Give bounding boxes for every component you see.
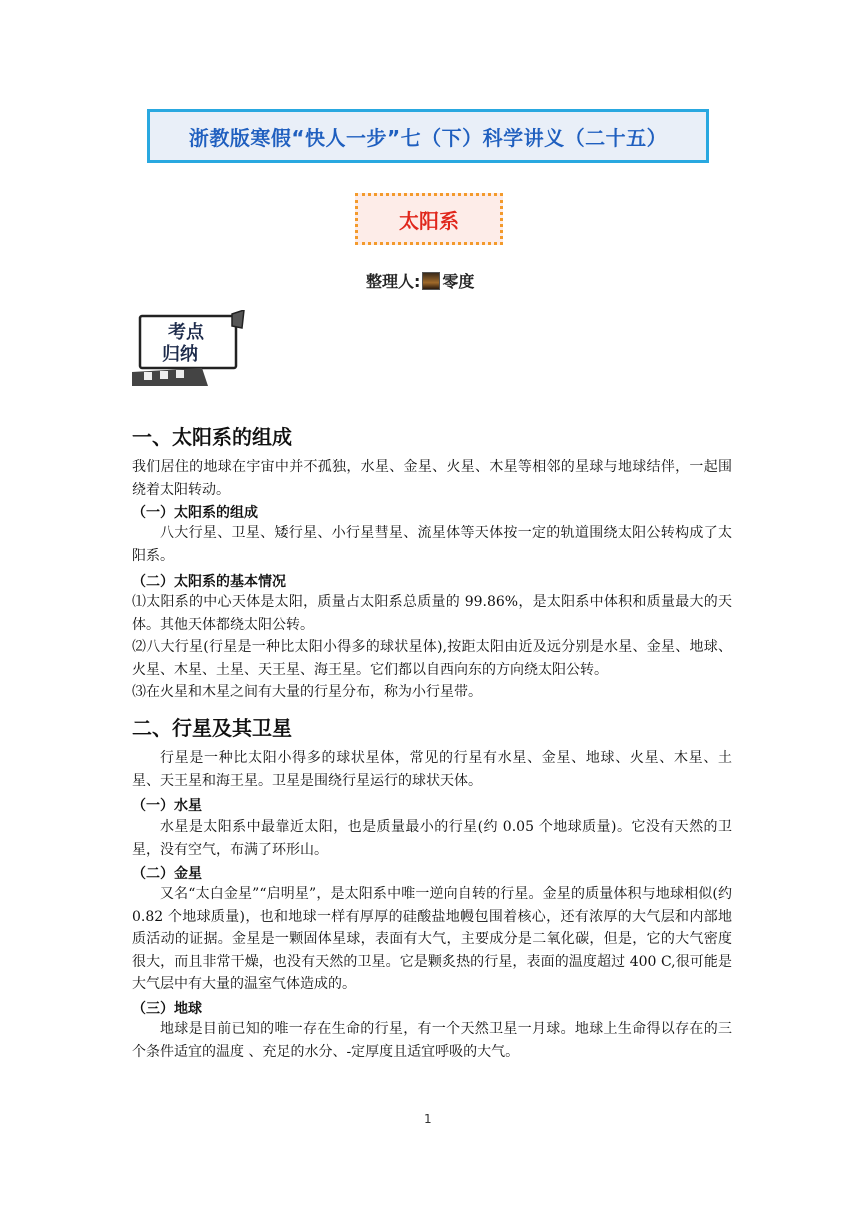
author-prefix: 整理人: (366, 272, 421, 291)
section-1-sub1-text: 八大行星、卫星、矮行星、小行星彗星、流星体等天体按一定的轨道围绕太阳公转构成了太阳系。 (132, 525, 732, 564)
section-2-sub2-heading: （二）金星 (132, 866, 202, 882)
key-points-badge-icon (132, 310, 246, 386)
page-number: 1 (424, 1112, 432, 1126)
section-1-intro: 我们居住的地球在宇宙中并不孤独，水星、金星、火星、木星等相邻的星球与地球结伴，一起围绕着太阳转动。 (132, 459, 732, 498)
section-1-heading: 一、太阳系的组成 (132, 425, 292, 449)
section-2-sub2-text: 又名“太白金星”“启明星”，是太阳系中唯一逆向自转的行星。金星的质量体积与地球相似(约 0.82 个地球质量)，也和地球一样有厚厚的硅酸盐地幔包围着核心，还有浓厚的大气层和内部地质活动的证据。金星是一颗固体星球，表面有大气，主要成分是二氧化碳，但是，它的大气密度很大，而且非常干燥，也没有天然的卫星。它是颗炙热的行星，表面的温度超过 400 C,很可能是大气层中有大量的温室气体造成的。 (132, 886, 732, 992)
section-2-sub3-heading: （三）地球 (132, 1001, 202, 1017)
badge-line-2: 归纳 (162, 344, 198, 365)
section-1-item-3: ⑶在火星和木星之间有大量的行星分布，称为小行星带。 (132, 684, 482, 700)
section-1-sub1-heading: （一）太阳系的组成 (132, 505, 258, 521)
section-1-item-1: ⑴太阳系的中心天体是太阳，质量占太阳系总质量的 99.86%，是太阳系中体积和质量最大的天体。其他天体都绕太阳公转。 (132, 594, 732, 633)
topic-banner (355, 193, 503, 245)
title-banner (147, 109, 709, 163)
topic-title: 太阳系 (399, 208, 459, 233)
section-1-sub2-heading: （二）太阳系的基本情况 (132, 574, 286, 590)
author-portrait-icon (422, 272, 440, 290)
section-1-item-2: ⑵八大行星(行星是一种比太阳小得多的球状星体),按距太阳由近及远分别是水星、金星、地球、火星、木星、土星、天王星、海王星。它们都以自西向东的方向绕太阳公转。 (132, 639, 732, 678)
section-2-sub1-text: 水星是太阳系中最靠近太阳，也是质量最小的行星(约 0.05 个地球质量)。它没有天然的卫星，没有空气，布满了环形山。 (132, 819, 732, 858)
section-2-sub1-heading: （一）水星 (132, 798, 202, 814)
section-2-heading: 二、行星及其卫星 (132, 716, 292, 740)
author-name: 零度 (442, 272, 475, 291)
section-2-intro: 行星是一种比太阳小得多的球状星体，常见的行星有水星、金星、地球、火星、木星、土星、天王星和海王星。卫星是围绕行星运行的球状天体。 (132, 750, 732, 789)
badge-line-1: 考点 (168, 322, 204, 343)
author-line (366, 269, 474, 292)
document-title: 浙教版寒假“快人一步”七（下）科学讲义（二十五） (188, 125, 668, 150)
section-2-sub3-text: 地球是目前已知的唯一存在生命的行星，有一个天然卫星一月球。地球上生命得以存在的三个条件适宜的温度 、充足的水分、-定厚度且适宜呼吸的大气。 (132, 1021, 732, 1060)
